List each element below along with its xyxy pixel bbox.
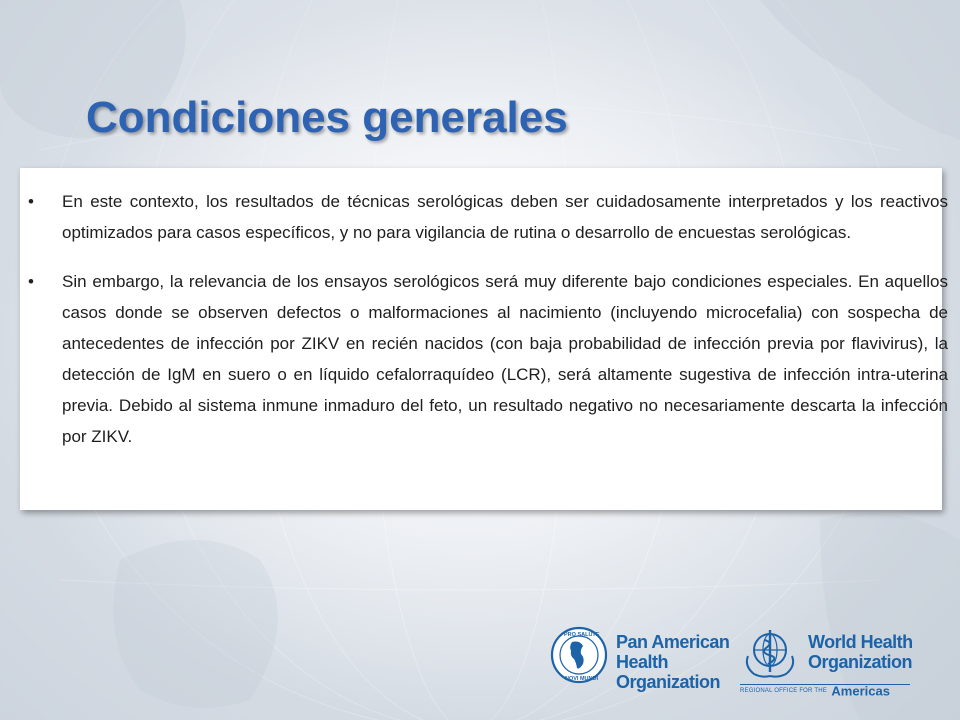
who-sub-americas: Americas (831, 683, 890, 699)
bullet-text-2: Sin embargo, la relevancia de los ensayos serológicos será muy diferente bajo condiciones especiales. En aquellos casos donde se observen defectos o malformaciones al nacimiento (incluyendo microcefalia) con sospecha de antecedentes de infección por ZIKV en recién nacidos (con baja probabilidad de infección previa por flavivirus), la detección de IgM en suero o en líquido cefalorraquídeo (LCR), será altamente sugestiva de infección intra-uterina previa. Debido al sistema inmune inmaduro del feto, un resultado negativo no necesariamente descarta la infección por ZIKV. (62, 272, 948, 446)
paho-line-2: Health (616, 652, 669, 672)
bullet-item (20, 186, 948, 248)
bullet-list (20, 186, 948, 452)
who-line-2: Organization (808, 652, 913, 672)
paho-seal-icon (550, 626, 608, 684)
paho-line-3: Organization (616, 672, 721, 692)
who-line-1: World Health (808, 632, 913, 652)
slide-title: Condiciones generales (86, 93, 568, 142)
who-name (808, 632, 913, 672)
content-box (20, 168, 948, 510)
bullet-glyph: • (28, 272, 34, 291)
paho-seal-text-bottom: NOVI MUNDI (565, 676, 598, 682)
paho-line-1: Pan American (616, 632, 730, 652)
who-regional-office (740, 682, 890, 700)
who-sub-small: REGIONAL OFFICE FOR THE (740, 687, 827, 694)
paho-seal-text-top: PRO SALUTE (564, 632, 600, 638)
bullet-glyph: • (28, 192, 34, 211)
bullet-text-1: En este contexto, los resultados de técnicas serológicas deben ser cuidadosamente interpretados y los reactivos optimizados para casos específicos, y no para vigilancia de rutina o desarrollo de encuestas serológicas. (62, 192, 948, 242)
paho-name (616, 632, 729, 692)
bullet-item (20, 266, 948, 452)
who-emblem-icon (740, 626, 800, 680)
footer-logos (550, 622, 920, 702)
